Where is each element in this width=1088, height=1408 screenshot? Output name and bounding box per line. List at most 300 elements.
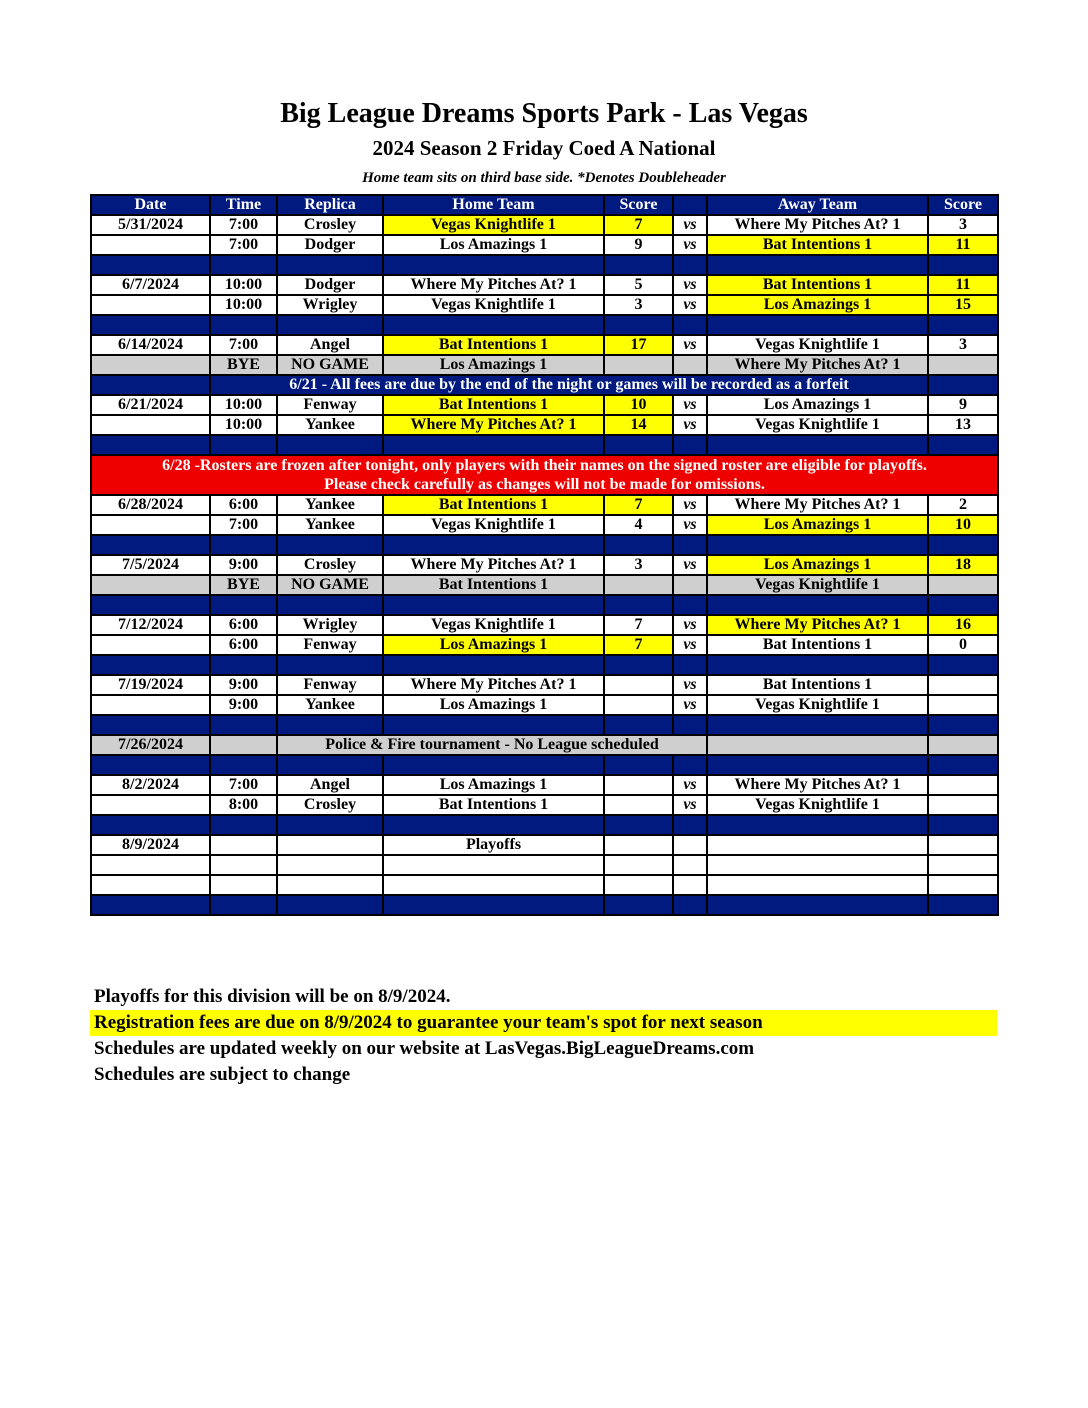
- date-cell: [91, 355, 210, 375]
- separator-cell: [673, 315, 707, 335]
- column-header: Time: [210, 195, 277, 215]
- separator-cell: [928, 435, 998, 455]
- vs-cell: vs: [673, 775, 707, 795]
- away-score-cell: [928, 795, 998, 815]
- date-cell: 7/26/2024: [91, 735, 210, 755]
- separator-cell: [928, 595, 998, 615]
- separator-cell: [673, 435, 707, 455]
- field-cell: Yankee: [277, 515, 383, 535]
- column-header: Score: [928, 195, 998, 215]
- time-cell: BYE: [210, 575, 277, 595]
- home-score-cell: 14: [604, 415, 673, 435]
- time-cell: 8:00: [210, 795, 277, 815]
- separator-cell: [383, 535, 604, 555]
- vs-cell: vs: [673, 695, 707, 715]
- separator-cell: [928, 715, 998, 735]
- vs-cell: vs: [673, 235, 707, 255]
- home-score-cell: 4: [604, 515, 673, 535]
- away-score-cell: [928, 355, 998, 375]
- separator-row: [91, 815, 998, 835]
- time-cell: 10:00: [210, 275, 277, 295]
- separator-cell: [277, 435, 383, 455]
- home-score-cell: [604, 875, 673, 895]
- column-header: Home Team: [383, 195, 604, 215]
- vs-cell: vs: [673, 295, 707, 315]
- time-cell: BYE: [210, 355, 277, 375]
- field-cell: Dodger: [277, 275, 383, 295]
- away-score-cell: 2: [928, 495, 998, 515]
- away-team-cell: Los Amazings 1: [707, 395, 928, 415]
- field-cell: Yankee: [277, 495, 383, 515]
- away-team-cell: Where My Pitches At? 1: [707, 215, 928, 235]
- home-team-cell: Los Amazings 1: [383, 695, 604, 715]
- separator-cell: [928, 755, 998, 775]
- separator-cell: [210, 535, 277, 555]
- separator-cell: [91, 255, 210, 275]
- home-team-cell: Vegas Knightlife 1: [383, 515, 604, 535]
- home-team-cell: Where My Pitches At? 1: [383, 275, 604, 295]
- field-cell: Wrigley: [277, 295, 383, 315]
- separator-cell: [673, 255, 707, 275]
- away-score-cell: [928, 855, 998, 875]
- separator-cell: [91, 895, 210, 915]
- separator-cell: [91, 535, 210, 555]
- separator-cell: [210, 815, 277, 835]
- date-cell: [91, 875, 210, 895]
- separator-cell: [707, 315, 928, 335]
- separator-cell: [604, 255, 673, 275]
- page-title: Big League Dreams Sports Park - Las Vegas: [280, 98, 808, 129]
- date-cell: 6/7/2024: [91, 275, 210, 295]
- home-team-cell: Bat Intentions 1: [383, 575, 604, 595]
- away-team-cell: Vegas Knightlife 1: [707, 695, 928, 715]
- away-team-cell: Where My Pitches At? 1: [707, 495, 928, 515]
- separator-cell: [91, 435, 210, 455]
- separator-cell: [707, 595, 928, 615]
- home-team-cell: Los Amazings 1: [383, 635, 604, 655]
- home-team-cell: Los Amazings 1: [383, 355, 604, 375]
- away-score-cell: [928, 875, 998, 895]
- away-score-cell: 9: [928, 395, 998, 415]
- separator-row: [91, 595, 998, 615]
- separator-cell: [383, 435, 604, 455]
- separator-cell: [604, 755, 673, 775]
- field-cell: Wrigley: [277, 615, 383, 635]
- home-score-cell: 10: [604, 395, 673, 415]
- separator-cell: [277, 755, 383, 775]
- game-row: [91, 415, 998, 435]
- time-cell: [210, 735, 277, 755]
- game-row: [91, 515, 998, 535]
- home-team-cell: Los Amazings 1: [383, 775, 604, 795]
- away-team-cell: Bat Intentions 1: [707, 635, 928, 655]
- vs-cell: vs: [673, 675, 707, 695]
- away-team-cell: [707, 835, 928, 855]
- page-subtitle: 2024 Season 2 Friday Coed A National: [372, 136, 716, 160]
- separator-cell: [210, 895, 277, 915]
- blank-row: [91, 875, 998, 895]
- home-score-cell: 3: [604, 295, 673, 315]
- time-cell: 7:00: [210, 335, 277, 355]
- away-score-cell: 15: [928, 295, 998, 315]
- date-cell: 8/9/2024: [91, 835, 210, 855]
- separator-row: [91, 655, 998, 675]
- home-score-cell: 7: [604, 495, 673, 515]
- separator-cell: [383, 655, 604, 675]
- column-header: [673, 195, 707, 215]
- home-score-cell: 7: [604, 635, 673, 655]
- game-row: [91, 275, 998, 295]
- separator-cell: [707, 755, 928, 775]
- separator-cell: [707, 895, 928, 915]
- home-team-cell: Vegas Knightlife 1: [383, 615, 604, 635]
- away-team-cell: Los Amazings 1: [707, 515, 928, 535]
- away-team-cell: Los Amazings 1: [707, 295, 928, 315]
- date-cell: 6/28/2024: [91, 495, 210, 515]
- separator-row: [91, 535, 998, 555]
- bye-row: [91, 355, 998, 375]
- field-cell: [277, 855, 383, 875]
- time-cell: 9:00: [210, 695, 277, 715]
- separator-cell: [928, 315, 998, 335]
- time-cell: 9:00: [210, 675, 277, 695]
- column-header: Score: [604, 195, 673, 215]
- separator-cell: [210, 655, 277, 675]
- separator-cell: [928, 815, 998, 835]
- away-team-cell: Vegas Knightlife 1: [707, 415, 928, 435]
- time-cell: 7:00: [210, 235, 277, 255]
- game-row: [91, 395, 998, 415]
- away-score-cell: 16: [928, 615, 998, 635]
- vs-cell: vs: [673, 635, 707, 655]
- home-team-cell: Where My Pitches At? 1: [383, 415, 604, 435]
- home-score-cell: [604, 855, 673, 875]
- separator-cell: [277, 595, 383, 615]
- vs-cell: vs: [673, 275, 707, 295]
- blank-row: [91, 855, 998, 875]
- home-team-cell: Bat Intentions 1: [383, 795, 604, 815]
- time-cell: 7:00: [210, 215, 277, 235]
- field-cell: Yankee: [277, 415, 383, 435]
- separator-cell: [673, 755, 707, 775]
- field-cell: Angel: [277, 775, 383, 795]
- home-team-cell: Vegas Knightlife 1: [383, 295, 604, 315]
- home-score-cell: 7: [604, 615, 673, 635]
- home-team-cell: Where My Pitches At? 1: [383, 555, 604, 575]
- separator-cell: [383, 315, 604, 335]
- separator-cell: [673, 595, 707, 615]
- home-score-cell: [604, 795, 673, 815]
- home-team-cell: Vegas Knightlife 1: [383, 215, 604, 235]
- time-cell: 7:00: [210, 515, 277, 535]
- vs-cell: vs: [673, 795, 707, 815]
- vs-cell: [673, 875, 707, 895]
- separator-cell: [210, 315, 277, 335]
- date-cell: [91, 855, 210, 875]
- time-cell: 10:00: [210, 395, 277, 415]
- away-score-cell: [928, 735, 998, 755]
- time-cell: 10:00: [210, 415, 277, 435]
- home-team-cell: [383, 875, 604, 895]
- time-cell: 6:00: [210, 635, 277, 655]
- separator-row: [91, 315, 998, 335]
- bye-row: [91, 575, 998, 595]
- home-team-cell: Where My Pitches At? 1: [383, 675, 604, 695]
- home-score-cell: [604, 695, 673, 715]
- away-team-cell: Bat Intentions 1: [707, 235, 928, 255]
- separator-cell: [604, 655, 673, 675]
- footer-change-note: Schedules are subject to change: [94, 1064, 351, 1085]
- away-team-cell: Where My Pitches At? 1: [707, 615, 928, 635]
- time-cell: 9:00: [210, 555, 277, 575]
- game-row: [91, 795, 998, 815]
- time-cell: 10:00: [210, 295, 277, 315]
- separator-cell: [383, 595, 604, 615]
- away-team-cell: Where My Pitches At? 1: [707, 775, 928, 795]
- field-cell: Yankee: [277, 695, 383, 715]
- separator-cell: [210, 595, 277, 615]
- separator-cell: [277, 655, 383, 675]
- home-team-cell: Playoffs: [383, 835, 604, 855]
- game-row: [91, 555, 998, 575]
- game-row: [91, 675, 998, 695]
- away-score-cell: 11: [928, 275, 998, 295]
- away-score-cell: 11: [928, 235, 998, 255]
- away-team-cell: Vegas Knightlife 1: [707, 795, 928, 815]
- home-score-cell: [604, 575, 673, 595]
- vs-cell: vs: [673, 495, 707, 515]
- date-cell: [91, 235, 210, 255]
- away-score-cell: 0: [928, 635, 998, 655]
- footer-registration-note: Registration fees are due on 8/9/2024 to guarantee your team's spot for next season: [90, 1010, 997, 1036]
- separator-cell: [707, 535, 928, 555]
- separator-cell: [928, 895, 998, 915]
- home-score-cell: 3: [604, 555, 673, 575]
- game-row: [91, 495, 998, 515]
- home-team-cell: Bat Intentions 1: [383, 335, 604, 355]
- game-row: [91, 615, 998, 635]
- separator-cell: [673, 815, 707, 835]
- separator-cell: [928, 535, 998, 555]
- game-row: [91, 335, 998, 355]
- home-score-cell: [604, 775, 673, 795]
- roster-alert-line-2: Please check carefully as changes will not be made for omissions.: [324, 476, 765, 493]
- separator-cell: [91, 595, 210, 615]
- separator-cell: [383, 255, 604, 275]
- away-team-cell: Vegas Knightlife 1: [707, 575, 928, 595]
- separator-cell: [928, 655, 998, 675]
- date-cell: [91, 415, 210, 435]
- separator-cell: [604, 535, 673, 555]
- game-row: [91, 235, 998, 255]
- home-score-cell: [604, 835, 673, 855]
- home-score-cell: 5: [604, 275, 673, 295]
- field-cell: NO GAME: [277, 575, 383, 595]
- column-header: Away Team: [707, 195, 928, 215]
- date-cell: 8/2/2024: [91, 775, 210, 795]
- separator-cell: [383, 755, 604, 775]
- date-cell: 6/21/2024: [91, 395, 210, 415]
- away-score-cell: [928, 675, 998, 695]
- separator-cell: [707, 715, 928, 735]
- field-cell: Fenway: [277, 675, 383, 695]
- home-team-cell: [383, 855, 604, 875]
- date-cell: 7/12/2024: [91, 615, 210, 635]
- vs-cell: [673, 355, 707, 375]
- vs-cell: vs: [673, 215, 707, 235]
- no-league-row: [91, 735, 998, 755]
- field-cell: [277, 875, 383, 895]
- home-score-cell: 17: [604, 335, 673, 355]
- footer-website-note: Schedules are updated weekly on our website at LasVegas.BigLeagueDreams.com: [94, 1038, 755, 1059]
- separator-cell: [91, 715, 210, 735]
- separator-cell: [673, 715, 707, 735]
- separator-cell: [91, 655, 210, 675]
- vs-cell: [673, 835, 707, 855]
- separator-cell: [210, 715, 277, 735]
- table-header-row: [91, 195, 998, 215]
- separator-cell: [210, 755, 277, 775]
- away-team-cell: Bat Intentions 1: [707, 275, 928, 295]
- home-score-cell: [604, 355, 673, 375]
- date-cell: [91, 635, 210, 655]
- time-cell: 6:00: [210, 615, 277, 635]
- separator-cell: [673, 655, 707, 675]
- away-score-cell: [928, 775, 998, 795]
- separator-cell: [91, 755, 210, 775]
- time-cell: [210, 835, 277, 855]
- away-team-cell: Los Amazings 1: [707, 555, 928, 575]
- home-score-cell: [604, 675, 673, 695]
- separator-cell: [277, 315, 383, 335]
- footer-playoffs-note: Playoffs for this division will be on 8/9/2024.: [94, 986, 451, 1007]
- game-row: [91, 695, 998, 715]
- home-score-cell: 7: [604, 215, 673, 235]
- separator-cell: [383, 815, 604, 835]
- time-cell: [210, 855, 277, 875]
- away-score-cell: 10: [928, 515, 998, 535]
- field-cell: Angel: [277, 335, 383, 355]
- away-team-cell: Vegas Knightlife 1: [707, 335, 928, 355]
- home-team-cell: Los Amazings 1: [383, 235, 604, 255]
- separator-cell: [707, 255, 928, 275]
- away-score-cell: 3: [928, 215, 998, 235]
- vs-cell: vs: [673, 395, 707, 415]
- separator-cell: [604, 315, 673, 335]
- home-team-cell: Bat Intentions 1: [383, 395, 604, 415]
- separator-cell: [707, 655, 928, 675]
- away-score-cell: [928, 575, 998, 595]
- fee-notice-row: [91, 375, 998, 395]
- date-cell: 5/31/2024: [91, 215, 210, 235]
- separator-cell: [707, 815, 928, 835]
- date-cell: 6/14/2024: [91, 335, 210, 355]
- vs-cell: vs: [673, 335, 707, 355]
- date-cell: [91, 515, 210, 535]
- no-league-text: Police & Fire tournament - No League scheduled: [277, 735, 707, 755]
- date-cell: 7/19/2024: [91, 675, 210, 695]
- vs-cell: [673, 575, 707, 595]
- field-cell: Crosley: [277, 555, 383, 575]
- vs-cell: vs: [673, 515, 707, 535]
- field-cell: Fenway: [277, 635, 383, 655]
- date-cell: [91, 795, 210, 815]
- separator-cell: [673, 895, 707, 915]
- date-cell: 7/5/2024: [91, 555, 210, 575]
- away-team-cell: Bat Intentions 1: [707, 675, 928, 695]
- game-row: [91, 295, 998, 315]
- field-cell: Crosley: [277, 215, 383, 235]
- separator-row: [91, 895, 998, 915]
- away-team-cell: [707, 875, 928, 895]
- column-header: Replica: [277, 195, 383, 215]
- separator-row: [91, 255, 998, 275]
- separator-cell: [277, 895, 383, 915]
- time-cell: 6:00: [210, 495, 277, 515]
- separator-cell: [928, 255, 998, 275]
- separator-cell: [604, 595, 673, 615]
- separator-cell: [604, 715, 673, 735]
- roster-alert-row: [91, 455, 998, 495]
- away-score-cell: 3: [928, 335, 998, 355]
- playoff-row: [91, 835, 998, 855]
- vs-cell: vs: [673, 415, 707, 435]
- field-cell: [277, 835, 383, 855]
- separator-cell: [210, 435, 277, 455]
- home-score-cell: 9: [604, 235, 673, 255]
- separator-row: [91, 715, 998, 735]
- roster-alert-line-1: 6/28 -Rosters are frozen after tonight, only players with their names on the signed roster are eligible for playoffs.: [162, 457, 927, 474]
- header-note: Home team sits on third base side. *Denotes Doubleheader: [362, 170, 726, 186]
- date-cell: [91, 295, 210, 315]
- field-cell: Dodger: [277, 235, 383, 255]
- away-team-cell: [707, 855, 928, 875]
- game-row: [91, 775, 998, 795]
- field-cell: NO GAME: [277, 355, 383, 375]
- date-cell: [91, 575, 210, 595]
- fee-notice-text: 6/21 - All fees are due by the end of the night or games will be recorded as a forfeit: [210, 375, 928, 395]
- field-cell: Crosley: [277, 795, 383, 815]
- separator-cell: [277, 535, 383, 555]
- vs-cell: vs: [673, 615, 707, 635]
- separator-cell: [383, 895, 604, 915]
- separator-cell: [277, 255, 383, 275]
- date-cell: [91, 695, 210, 715]
- separator-cell: [91, 815, 210, 835]
- away-score-cell: 13: [928, 415, 998, 435]
- time-cell: [210, 875, 277, 895]
- game-row: [91, 215, 998, 235]
- schedule-table: [90, 194, 999, 916]
- separator-cell: [673, 535, 707, 555]
- vs-cell: [673, 855, 707, 875]
- column-header: Date: [91, 195, 210, 215]
- separator-cell: [91, 315, 210, 335]
- away-score-cell: [928, 695, 998, 715]
- game-row: [91, 635, 998, 655]
- separator-cell: [210, 255, 277, 275]
- separator-cell: [707, 435, 928, 455]
- home-team-cell: Bat Intentions 1: [383, 495, 604, 515]
- separator-cell: [277, 715, 383, 735]
- field-cell: Fenway: [277, 395, 383, 415]
- separator-row: [91, 755, 998, 775]
- separator-cell: [604, 815, 673, 835]
- time-cell: 7:00: [210, 775, 277, 795]
- away-score-cell: 18: [928, 555, 998, 575]
- away-team-cell: Where My Pitches At? 1: [707, 355, 928, 375]
- roster-alert-cell: [91, 455, 998, 495]
